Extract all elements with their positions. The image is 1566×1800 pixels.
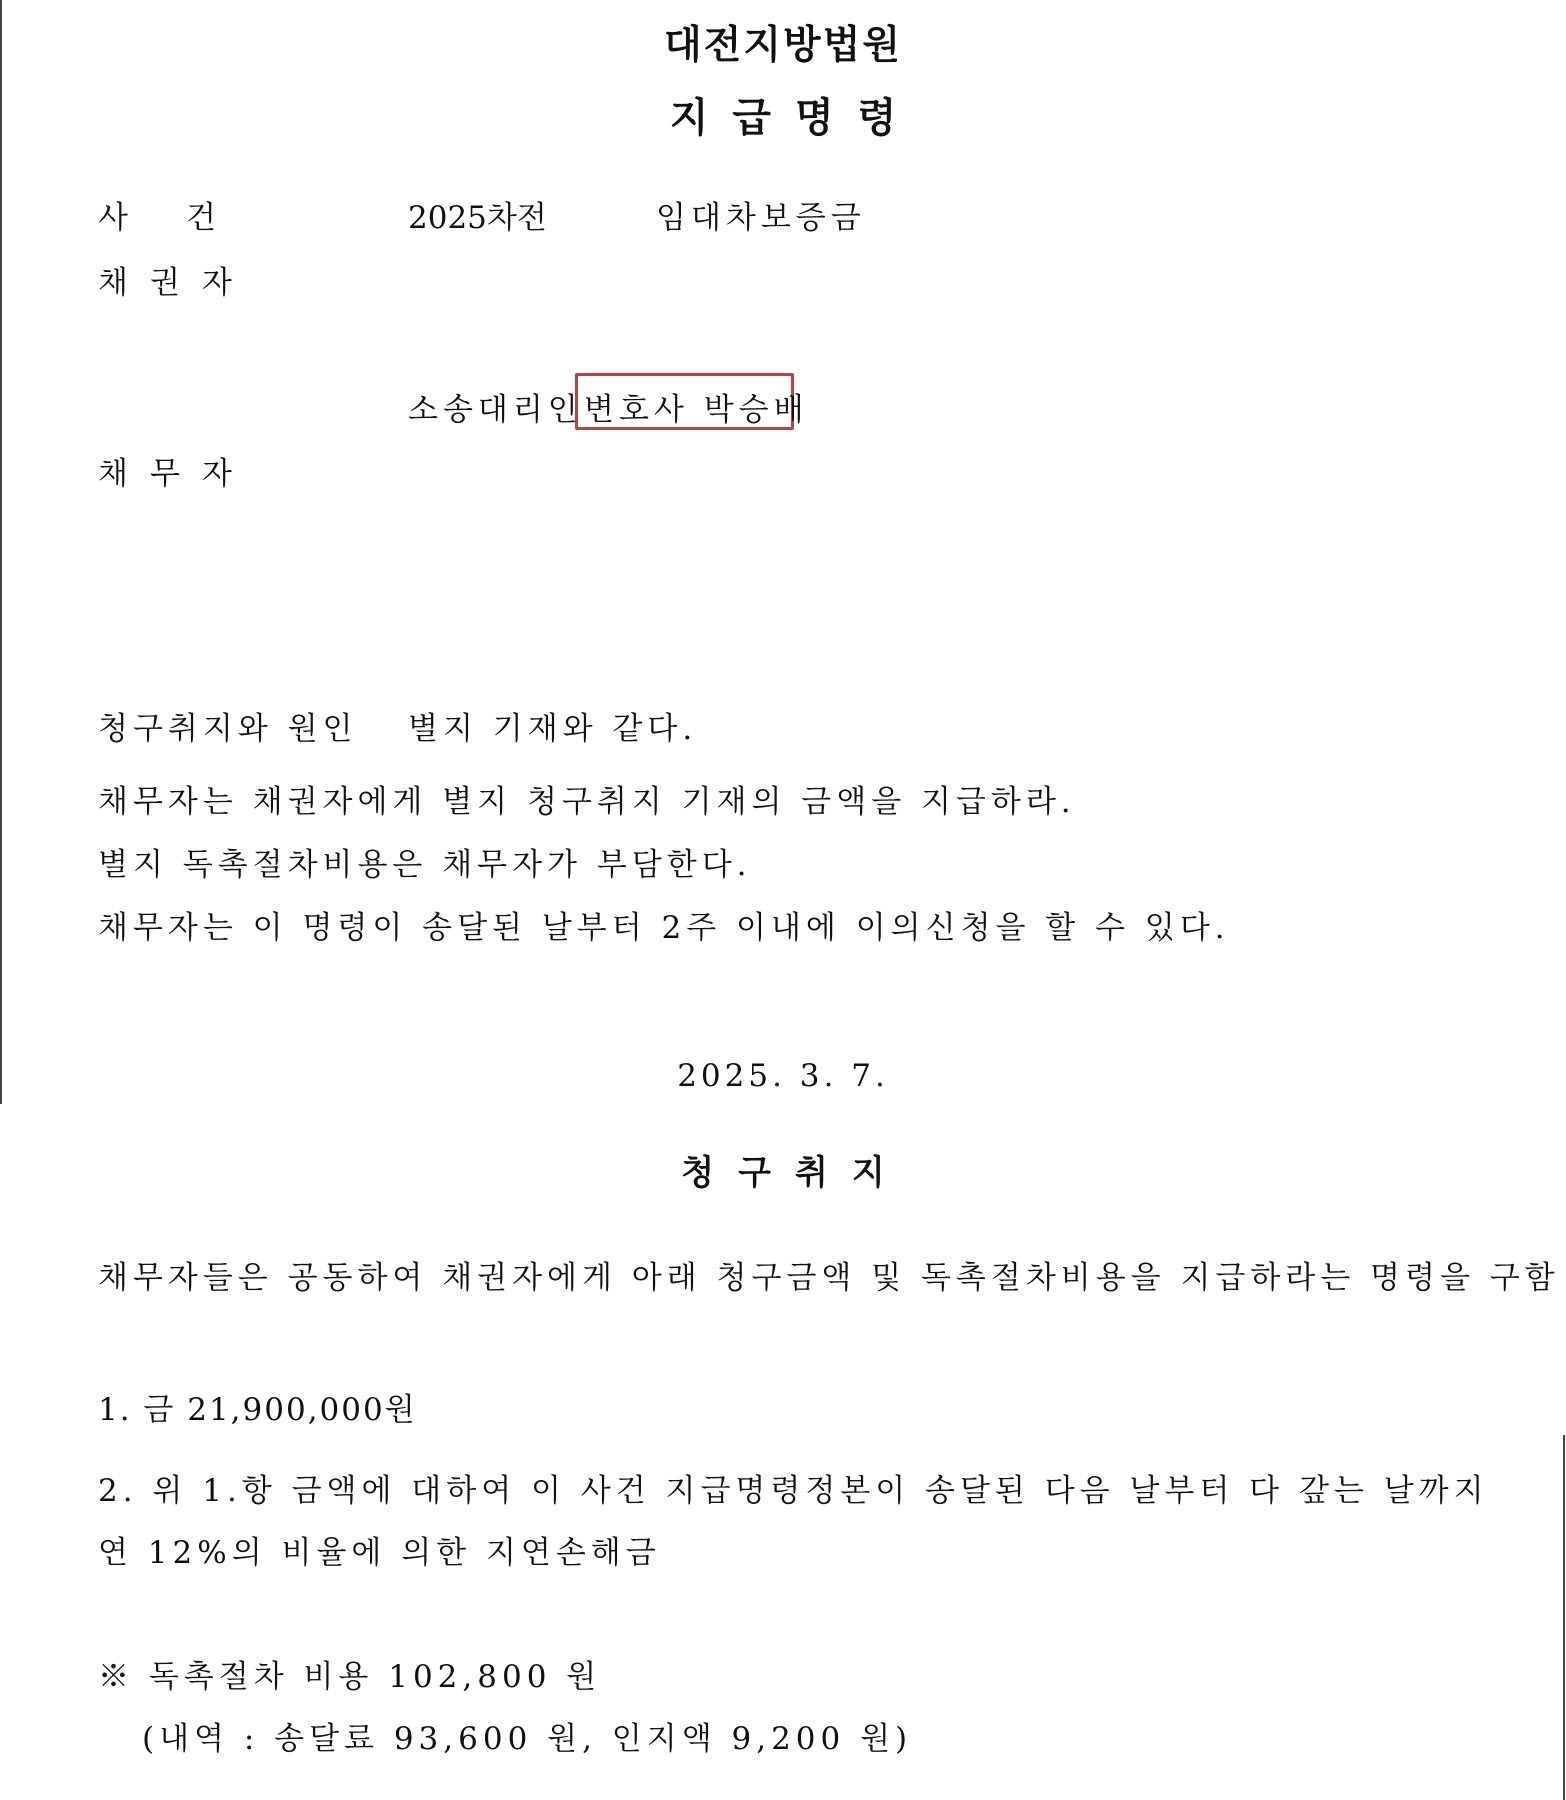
case-subject: 임대차보증금 [656, 200, 866, 236]
creditor-agent-name: 변호사 박승배 [584, 392, 809, 428]
issue-date: 2025. 3. 7. [677, 1058, 889, 1094]
creditor-label: 채권자 [98, 265, 254, 301]
document-title: 지급명령 [669, 95, 921, 141]
cost-line: ※ 독촉절차 비용 102,800 원 [98, 1659, 602, 1695]
claim-item-2-line-2: 연 12%의 비율에 의한 지연손해금 [98, 1535, 661, 1571]
case-number: 2025차전 [408, 200, 547, 236]
debtor-label: 채무자 [98, 456, 254, 492]
page-border-left [0, 0, 2, 1104]
order-line: 채무자는 이 명령이 송달된 날부터 2주 이내에 이의신청을 할 수 있다. [98, 910, 1230, 946]
case-label: 사건 [98, 200, 274, 236]
claim-cause-value: 별지 기재와 같다. [408, 711, 698, 747]
court-name: 대전지방법원 [663, 23, 903, 68]
cost-detail: (내역 : 송달료 93,600 원, 인지액 9,200 원) [142, 1721, 913, 1757]
claim-item-1: 1. 금 21,900,000원 [98, 1392, 417, 1428]
claim-item-2-line-1: 2. 위 1.항 금액에 대하여 이 사건 지급명령정본이 송달된 다음 날부터 다 갚는 날까지 [98, 1473, 1489, 1509]
claim-purpose-title: 청구취지 [681, 1153, 909, 1193]
claim-purpose-intro: 채무자들은 공동하여 채권자에게 아래 청구금액 및 독촉절차비용을 지급하라는 명령을 구함 [98, 1260, 1560, 1296]
creditor-agent-role: 소송대리인 [408, 392, 583, 428]
claim-cause-label: 청구취지와 원인 [98, 711, 358, 747]
page-border-right [1563, 1435, 1565, 1800]
order-line: 별지 독촉절차비용은 채무자가 부담한다. [98, 847, 752, 883]
order-line: 채무자는 채권자에게 별지 청구취지 기재의 금액을 지급하라. [98, 784, 1076, 820]
